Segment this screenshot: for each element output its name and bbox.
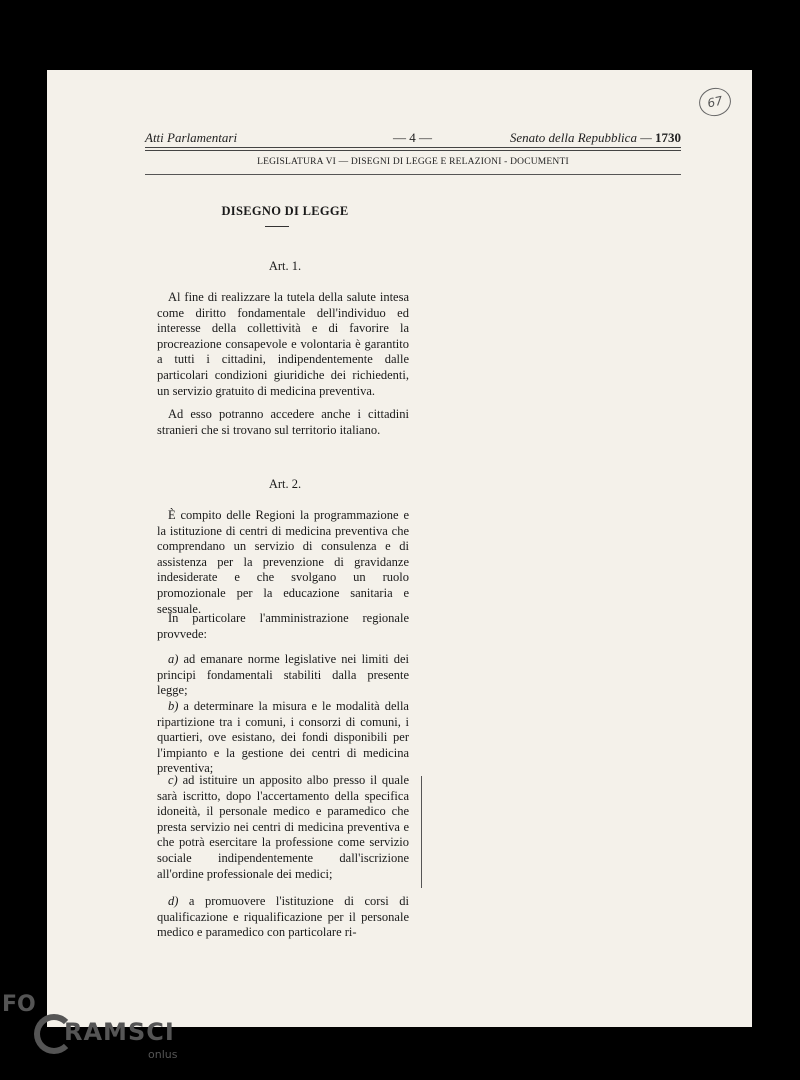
item-d-text: a promuovere l'istituzione di corsi di qualificazione e riqualificazione per il personale medico e paramedico con particolare ri- bbox=[157, 894, 409, 940]
gramsci-watermark bbox=[0, 988, 220, 1068]
title-divider bbox=[265, 226, 289, 227]
margin-mark-line bbox=[421, 776, 422, 888]
header-page-number: — 4 — bbox=[393, 130, 432, 145]
header-bill-number: 1730 bbox=[655, 130, 681, 145]
item-a-letter: a) bbox=[168, 652, 179, 666]
page-header bbox=[145, 130, 681, 148]
article-2-item-b bbox=[157, 699, 409, 777]
article-2-paragraph-2: In particolare l'amministrazione regionale provvede: bbox=[157, 611, 409, 641]
handwritten-page-mark: 67 bbox=[696, 85, 733, 119]
legislatura-line: LEGISLATURA VI — DISEGNI DI LEGGE E RELAZIONI - DOCUMENTI bbox=[257, 157, 569, 167]
bill-title: DISEGNO DI LEGGE bbox=[221, 204, 349, 218]
article-2-item-c bbox=[157, 773, 409, 882]
document-page bbox=[47, 70, 752, 1027]
article-2-item-d bbox=[157, 894, 409, 941]
article-2-item-a bbox=[157, 652, 409, 699]
item-a-text: ad emanare norme legislative nei limiti dei principi fondamentali stabiliti dalla presente legge; bbox=[157, 652, 409, 698]
header-rule bbox=[145, 174, 681, 175]
header-double-rule bbox=[145, 147, 681, 151]
item-b-letter: b) bbox=[168, 699, 179, 713]
item-c-letter: c) bbox=[168, 773, 178, 787]
header-senate bbox=[510, 130, 681, 146]
article-2-heading: Art. 2. bbox=[268, 477, 302, 491]
item-c-text: ad istituire un apposito albo presso il quale sarà iscritto, dopo l'accertamento della specifica idoneità, il personale medico e paramedico che presta servizio nei centri di medicina preventiva e che potrà esercitare la professione come servizio sociale indipendentemente dall'iscrizione all'ordine professionale dei medici; bbox=[157, 773, 409, 881]
watermark-name: RAMSCI bbox=[64, 1018, 175, 1046]
item-b-text: a determinare la misura e le modalità della ripartizione tra i comuni, i consorzi di comuni, i quartieri, ove esistano, dei fondi disponibili per l'impianto e la gestione dei centri di medicina preventiva; bbox=[157, 699, 409, 776]
header-publication: Atti Parlamentari bbox=[145, 130, 238, 145]
header-senate-label: Senato della Repubblica — bbox=[509, 130, 652, 145]
article-2-paragraph-1: È compito delle Regioni la programmazione e la istituzione di centri di medicina preventiva che comprendano un servizio di consulenza e di assistenza per la prevenzione di gravidanze indesiderate e che svolgano un ruolo promozionale per la educazione sanitaria e sessuale. bbox=[157, 508, 409, 616]
item-d-letter: d) bbox=[168, 894, 179, 908]
article-1-paragraph-2: Ad esso potranno accedere anche i cittadini stranieri che si trovano sul territorio italiano. bbox=[157, 407, 409, 437]
article-1-heading: Art. 1. bbox=[268, 259, 302, 273]
watermark-prefix: FO bbox=[2, 992, 36, 1017]
article-1-paragraph-1: Al fine di realizzare la tutela della salute intesa come diritto fondamentale dell'individuo ed interesse della collettività e di favorire la procreazione consapevole e volontaria è garantito a tutti i cittadini, indipendentemente dalle particolari condizioni giuridiche dei richiedenti, un servizio gratuito di medicina preventiva. bbox=[157, 290, 409, 398]
watermark-suffix: onlus bbox=[148, 1048, 178, 1061]
